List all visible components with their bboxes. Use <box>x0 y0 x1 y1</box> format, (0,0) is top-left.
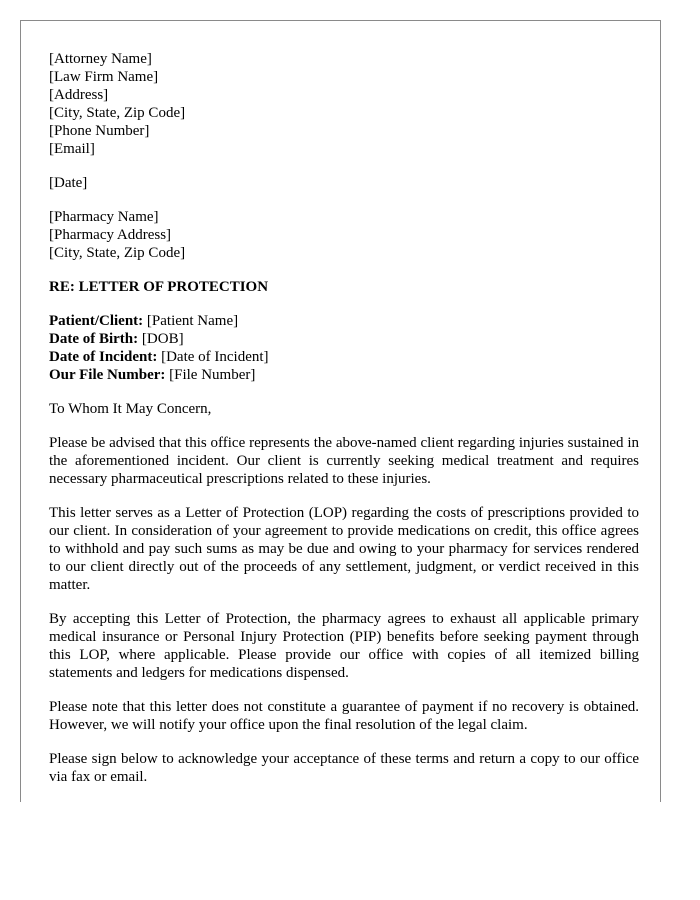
recipient-city-state-zip: [City, State, Zip Code] <box>49 245 186 261</box>
sender-block <box>49 50 639 158</box>
case-info-value: [Patient Name] <box>146 313 239 329</box>
case-info-row <box>49 348 639 366</box>
pharmacy-address: [Pharmacy Address] <box>49 227 172 243</box>
body-paragraph: Please note that this letter does not constitute a guarantee of payment if no recovery is obtained. However, we will notify your office upon the final resolution of the legal claim. <box>49 699 639 733</box>
case-info-block <box>49 312 639 384</box>
letter-date: [Date] <box>49 175 88 191</box>
pharmacy-name: [Pharmacy Name] <box>49 209 159 225</box>
letter-page <box>20 20 661 802</box>
sender-email: [Email] <box>49 141 95 157</box>
case-info-label: Patient/Client: <box>49 313 144 329</box>
sender-address: [Address] <box>49 87 109 103</box>
recipient-block <box>49 208 639 262</box>
body-paragraph: Please sign below to acknowledge your acceptance of these terms and return a copy to our office via fax or email. <box>49 751 639 785</box>
salutation: To Whom It May Concern, <box>49 401 212 417</box>
case-info-row <box>49 312 639 330</box>
case-info-value: [File Number] <box>169 367 256 383</box>
case-info-label: Date of Birth: <box>49 331 139 347</box>
case-info-label: Our File Number: <box>49 367 166 383</box>
date-block <box>49 174 639 192</box>
body-paragraph: Please be advised that this office represents the above-named client regarding injuries sustained in the aforementioned incident. Our client is currently seeking medical treatment and requires necessary pharmaceutical prescriptions related to these injuries. <box>49 435 639 487</box>
case-info-row <box>49 330 639 348</box>
case-info-value: [Date of Incident] <box>161 349 269 365</box>
body-paragraph: This letter serves as a Letter of Protection (LOP) regarding the costs of prescriptions provided to our client. In consideration of your agreement to provide medications on credit, this office agrees to withhold and pay such sums as may be due and owing to your pharmacy for services rendered to our client directly out of the proceeds of any settlement, judgment, or verdict received in this matter. <box>49 505 639 593</box>
law-firm-name: [Law Firm Name] <box>49 69 159 85</box>
case-info-label: Date of Incident: <box>49 349 158 365</box>
re-line: RE: LETTER OF PROTECTION <box>49 279 269 295</box>
sender-phone: [Phone Number] <box>49 123 150 139</box>
sender-city-state-zip: [City, State, Zip Code] <box>49 105 186 121</box>
body-paragraph: By accepting this Letter of Protection, the pharmacy agrees to exhaust all applicable primary medical insurance or Personal Injury Protection (PIP) benefits before seeking payment through this LOP, where applicable. Please provide our office with copies of all itemized billing statements and ledgers for medications dispensed. <box>49 611 639 681</box>
attorney-name: [Attorney Name] <box>49 51 152 67</box>
case-info-row <box>49 366 639 384</box>
case-info-value: [DOB] <box>141 331 184 347</box>
letter-body <box>49 50 639 802</box>
